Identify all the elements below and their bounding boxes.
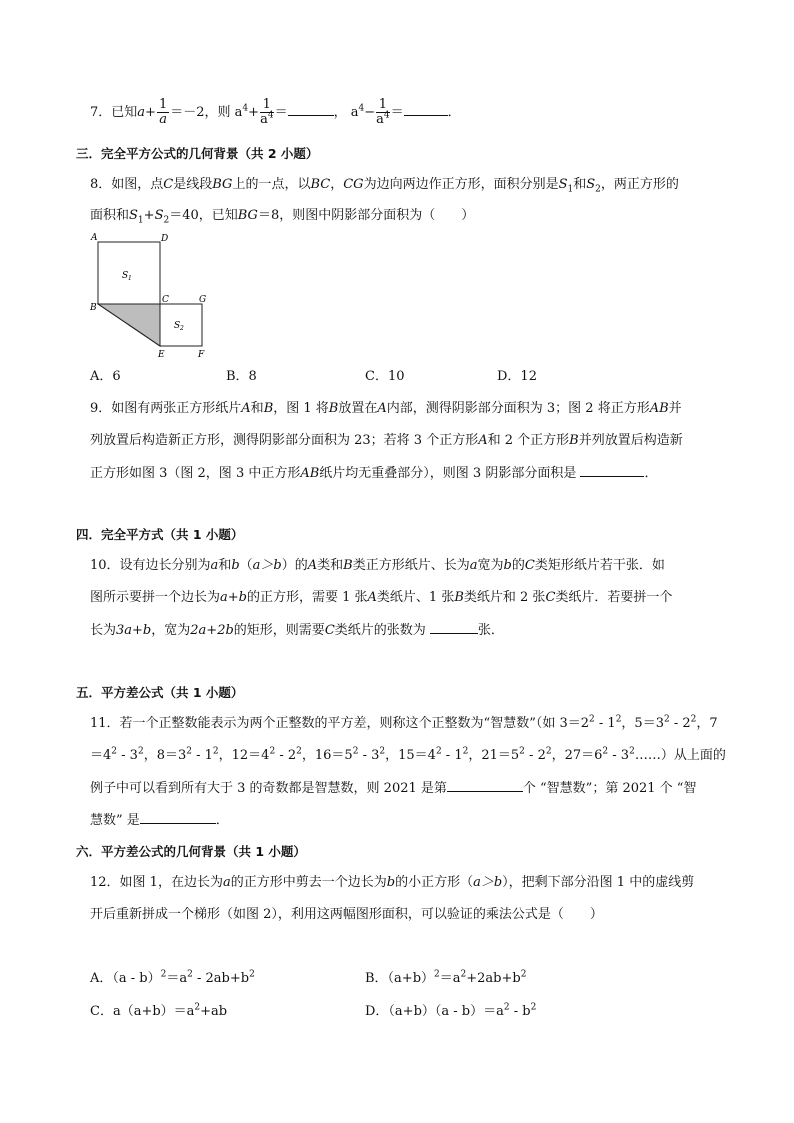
question-9-line-3: 正方形如图 3（图 2，图 3 中正方形AB纸片均无重叠部分），则图 3 阴影部分面积是 ． [90,466,658,481]
svg-text:1: 1 [128,275,132,282]
question-8-line-1: 8．如图，点C是线段BG上的一点，以BC，CG为边向两边作正方形，面积分别是$S_1$和$S_2$，两正方形的 [90,177,679,195]
answer-blank[interactable] [140,811,216,824]
q8-option-b[interactable]: B．8 [226,369,257,384]
question-9-line-2: 列放置后构造新正方形，测得阴影部分面积为 23；若将 3 个正方形A和 2 个正方形B并列放置后构造新 [90,433,683,448]
section-heading-3: 三．完全平方公式的几何背景（共 2 小题） [76,146,319,161]
q8-option-c[interactable]: C．10 [365,369,405,384]
question-10-line-3: 长为3a+b，宽为2a+2b的矩形，则需要C类纸片的张数为 张． [90,623,504,638]
svg-text:2: 2 [180,325,184,332]
label-E: E [158,350,165,360]
label-G: G [199,295,207,305]
q8-option-d[interactable]: D．12 [497,369,537,384]
label-D: D [161,234,169,244]
answer-blank[interactable] [447,779,523,792]
section-heading-4: 四．完全平方式（共 1 小题） [76,527,244,542]
square-s1 [98,242,160,304]
question-10-line-2: 图所示要拼一个边长为a+b的正方形，需要 1 张A类纸片、1 张B类纸片和 2 张C类纸片．若要拼一个 [90,590,673,605]
fraction: $\frac{1}{a}$ [158,97,168,127]
question-10-line-1: 10．设有边长分别为a和b（a＞b）的A类和B类正方形纸片、长为a宽为b的C类矩形纸片若干张．如 [90,558,665,573]
question-8-line-2: 面积和$S_1+S_2=40$，已知BG＝8，则图中阴影部分面积为（ ） [90,208,475,226]
section-heading-6: 六．平方差公式的几何背景（共 1 小题） [76,844,306,859]
q12-option-d[interactable]: D．$(a+b)(a - b)=a^2 - b^2$ [365,1002,537,1019]
label-F: F [198,350,205,360]
question-11-line-4: 慧数” 是 ． [90,813,229,828]
question-12-line-2: 开后重新拼成一个梯形（如图 2），利用这两幅图形面积，可以验证的乘法公式是（ ） [90,907,603,922]
q12-option-c[interactable]: C．$a(a+b)=a^2+ab$ [90,1002,228,1019]
answer-blank[interactable] [288,103,334,116]
label-S2: S [174,321,181,331]
question-11-line-3: 例子中可以看到所有大于 3 的奇数都是智慧数，则 2021 是第 个 “智慧数”；第 2021 个 “智 [90,781,697,796]
section-heading-5: 五．平方差公式（共 1 小题） [76,685,244,700]
question-9-line-1: 9．如图有两张正方形纸片A和B，图 1 将B放置在A内部，测得阴影部分面积为 3；图 2 将正方形AB并 [90,401,682,416]
answer-blank[interactable] [580,464,644,477]
question-11-line-2: $=4^2 - 3^2$，$8=3^2 - 1^2$，$12=4^2 - 2^2$，$16=5^2 - 3^2$，$15=4^2 - 1^2$，$21=5^2 - 2^2$，$27=6^2$ - $3^2\dots\dots$）从上面的 [90,746,726,763]
q12-option-b[interactable]: B．$(a+b)^2=a^2+2ab+b^2$ [365,969,527,986]
q8-figure [88,232,220,360]
label-S1: S [122,271,129,281]
question-12-line-1: 12．如图 1，在边长为a的正方形中剪去一个边长为b的小正方形（a＞b），把剩下部分沿图 1 中的虚线剪 [90,875,695,890]
label-B: B [90,303,97,313]
answer-blank[interactable] [404,103,448,116]
answer-blank[interactable] [430,621,478,634]
question-7: 7．已知a+ $\frac{1}{a}$ ＝－2，则 $a^4+$ $\frac{1}{a^4}$ ＝ ， $a^4-$ $\frac{1}{a^4}$ ＝ ． [90,97,461,127]
fraction: $\frac{1}{a^4}$ [260,97,274,127]
question-11-line-1: 11．若一个正整数能表示为两个正整数的平方差，则称这个正整数为“智慧数”（如 $3=2^2 - 1^2$，$5=3^2 - 2^2$，7 [90,714,718,731]
fraction: $\frac{1}{a^4}$ [376,97,390,127]
q7-number: 7．已知 [90,105,138,120]
label-C: C [162,295,169,305]
q8-option-a[interactable]: A．6 [90,369,121,384]
label-A: A [91,233,98,243]
q12-option-a[interactable]: A．$(a - b)^2=a^2 - 2ab+b^2$ [90,969,255,986]
